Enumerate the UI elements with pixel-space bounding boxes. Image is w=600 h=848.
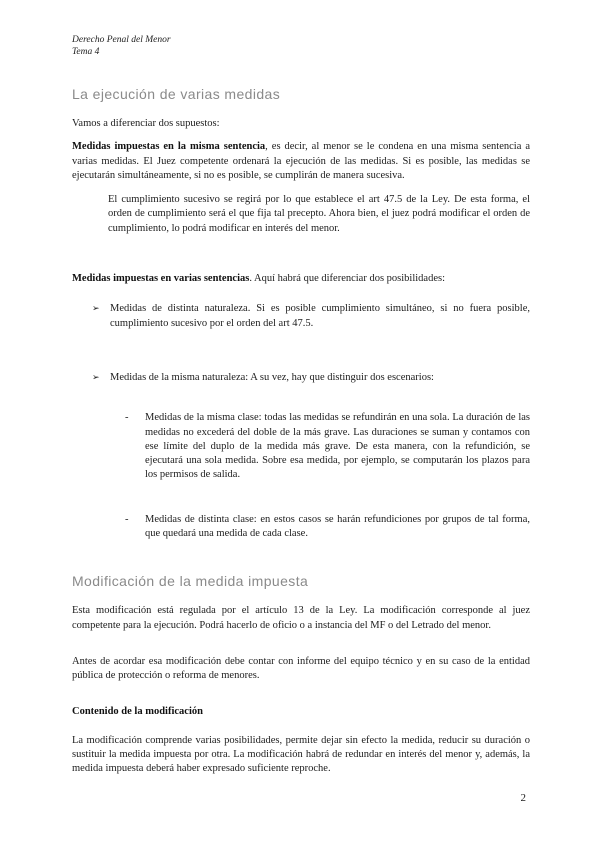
subbullet-text: Medidas de distinta clase: en estos casos se harán refundiciones por grupos de tal forma, que quedará una medida de cada clase.	[145, 513, 530, 540]
paragraph-modificacion-regulada: Esta modificación está regulada por el artículo 13 de la Ley. La modificación corresponde al juez competente para la ejecución. Podrá hacerlo de oficio o a instancia del MF o del Letrado del menor.	[72, 605, 530, 631]
paragraph-varias-sentencias	[72, 272, 530, 286]
bullet-item-misma-naturaleza	[92, 371, 530, 385]
subbullet-item-distinta-clase	[125, 513, 530, 542]
section2-title: Modificación de la medida impuesta	[72, 573, 309, 590]
document-header	[72, 34, 530, 58]
subbullet-item-misma-clase	[125, 411, 530, 482]
subbullet-text: Medidas de la misma clase: todas las medidas se refundirán en una sola. La duración de las medidas no excederá del doble de la más grave. Las duraciones se suman y contamos con ese límite del duplo de la medida más grave. De esta manera, con la refundición, se ejecutará una sola medida. Sobre esa medida, por ejemplo, se computarán los plazos para los permisos de salida.	[145, 412, 530, 481]
arrow-bullet-icon: ➢	[92, 372, 100, 383]
dash-bullet-icon: -	[125, 513, 129, 525]
paragraph-contenido-modificacion: La modificación comprende varias posibilidades, permite dejar sin efecto la medida, reducir su duración o sustituir la medida impuesta por otra. La modificación habrá de redundar en interés del menor y, además, la medida impuesta deberá haber expresado suficiente reproche.	[72, 734, 530, 775]
header-course-title: Derecho Penal del Menor	[72, 35, 171, 45]
bullet-item-distinta-naturaleza	[92, 302, 530, 331]
indented-quote-paragraph: El cumplimiento sucesivo se regirá por lo que establece el art 47.5 de la Ley. De esta forma, el orden de cumplimiento será el que fija tal precepto. Ahora bien, el juez podrá modificar el orden de cumplimiento, lo podrá modificar en interés del menor.	[108, 194, 530, 234]
dash-bullet-icon: -	[125, 412, 129, 424]
bold-lead-varias-sentencias: Medidas impuestas en varias sentencias	[72, 273, 250, 285]
arrow-bullet-icon: ➢	[92, 304, 100, 315]
bullet-text: Medidas de la misma naturaleza: A su vez, hay que distinguir dos escenarios:	[110, 371, 434, 383]
paragraph-varias-sentencias-text: . Aquí habrá que diferenciar dos posibilidades:	[249, 273, 445, 285]
intro-paragraph: Vamos a diferenciar dos supuestos:	[72, 118, 220, 129]
page-number: 2	[520, 792, 526, 804]
bullet-text: Medidas de distinta naturaleza. Si es posible cumplimiento simultáneo, si no fuera posible, cumplimiento sucesivo por el orden del art 47.5.	[110, 303, 530, 329]
bold-lead-misma-sentencia: Medidas impuestas en la misma sentencia	[72, 141, 266, 153]
paragraph-misma-sentencia	[72, 140, 530, 183]
paragraph-misma-sentencia-text: , es decir, al menor se le condena en una misma sentencia a varias medidas. El Juez competente ordenará la ejecución de las medidas. Si es posible, las medidas se ejecutarán simultáneamente, si no es posible, se cumplirán de manera sucesiva.	[72, 141, 531, 181]
header-topic: Tema 4	[72, 47, 100, 57]
section1-title: La ejecución de varias medidas	[72, 86, 281, 102]
subheading-contenido-modificacion: Contenido de la modificación	[72, 705, 203, 717]
paragraph-informe-equipo: Antes de acordar esa modificación debe contar con informe del equipo técnico y en su caso de la entidad pública de protección o reforma de menores.	[72, 655, 530, 682]
